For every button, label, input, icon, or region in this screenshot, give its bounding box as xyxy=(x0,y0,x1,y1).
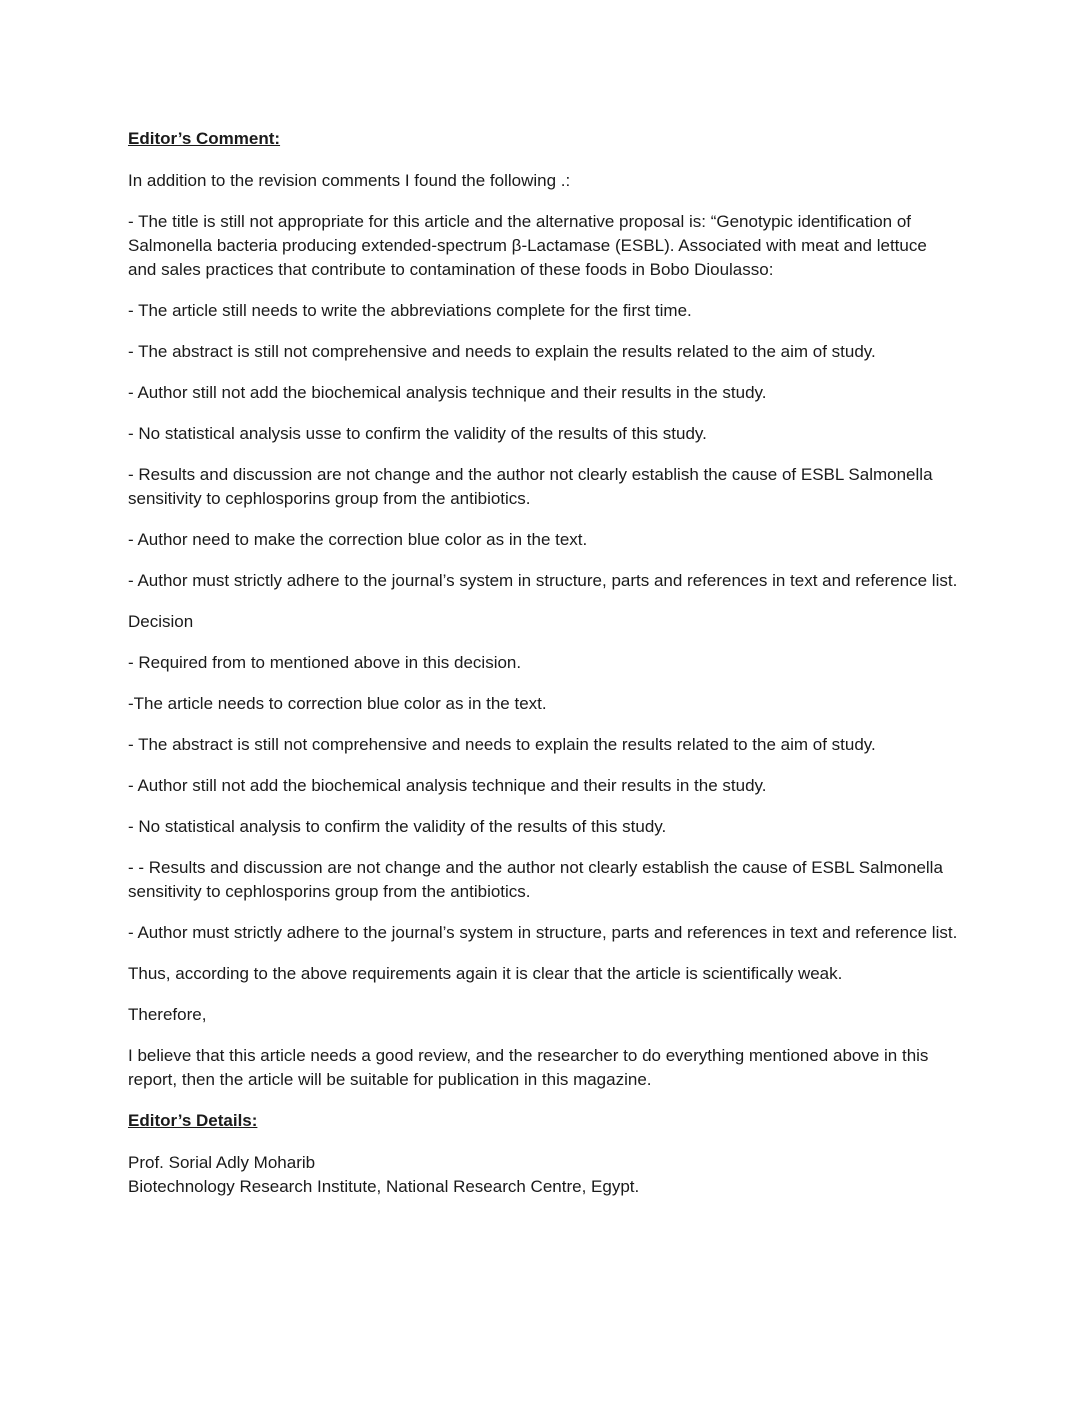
comment-item: - Author must strictly adhere to the journal’s system in structure, parts and references in text and reference list. xyxy=(128,571,958,590)
decision-item: -The article needs to correction blue color as in the text. xyxy=(128,694,547,713)
decision-item: - No statistical analysis to confirm the validity of the results of this study. xyxy=(128,817,667,836)
comment-item: - No statistical analysis usse to confirm the validity of the results of this study. xyxy=(128,424,707,443)
therefore-paragraph: Therefore, xyxy=(128,1005,207,1024)
comment-item: - Author still not add the biochemical analysis technique and their results in the study. xyxy=(128,383,767,402)
decision-item: - Author must strictly adhere to the journal’s system in structure, parts and references in text and reference list. xyxy=(128,923,958,942)
conclusion-paragraph: Thus, according to the above requirements again it is clear that the article is scientifically weak. xyxy=(128,964,843,983)
editor-details-heading: Editor’s Details: xyxy=(128,1111,258,1130)
document-page xyxy=(128,127,958,1199)
decision-item: - - Results and discussion are not change and the author not clearly establish the cause of ESBL Salmonella sensitivity to cephlosporins group from the antibiotics. xyxy=(128,858,943,901)
comment-item: - The title is still not appropriate for this article and the alternative proposal is: “Genotypic identification of Salmonella bacteria producing extended-spectrum β-Lactamase (ESBL). Associated with meat and lettuce and sales practices that contribute to contamination of these foods in Bobo Dioulasso: xyxy=(128,212,927,279)
editor-name: Prof. Sorial Adly Moharib xyxy=(128,1153,316,1172)
intro-paragraph: In addition to the revision comments I found the following .: xyxy=(128,171,571,190)
comment-list xyxy=(128,210,958,593)
decision-item: - Author still not add the biochemical analysis technique and their results in the study. xyxy=(128,776,767,795)
comment-item: - The article still needs to write the abbreviations complete for the first time. xyxy=(128,301,692,320)
decision-item: - The abstract is still not comprehensive and needs to explain the results related to the aim of study. xyxy=(128,735,876,754)
comment-item: - Author need to make the correction blue color as in the text. xyxy=(128,530,588,549)
editor-comment-heading: Editor’s Comment: xyxy=(128,129,281,148)
decision-item: - Required from to mentioned above in this decision. xyxy=(128,653,522,672)
comment-item: - Results and discussion are not change and the author not clearly establish the cause of ESBL Salmonella sensitivity to cephlosporins group from the antibiotics. xyxy=(128,465,933,508)
comment-item: - The abstract is still not comprehensive and needs to explain the results related to the aim of study. xyxy=(128,342,876,361)
editor-affiliation: Biotechnology Research Institute, National Research Centre, Egypt. xyxy=(128,1177,640,1196)
decision-list xyxy=(128,651,958,945)
decision-label: Decision xyxy=(128,612,194,631)
editor-details xyxy=(128,1151,958,1199)
belief-paragraph: I believe that this article needs a good review, and the researcher to do everything mentioned above in this report, then the article will be suitable for publication in this magazine. xyxy=(128,1046,929,1089)
